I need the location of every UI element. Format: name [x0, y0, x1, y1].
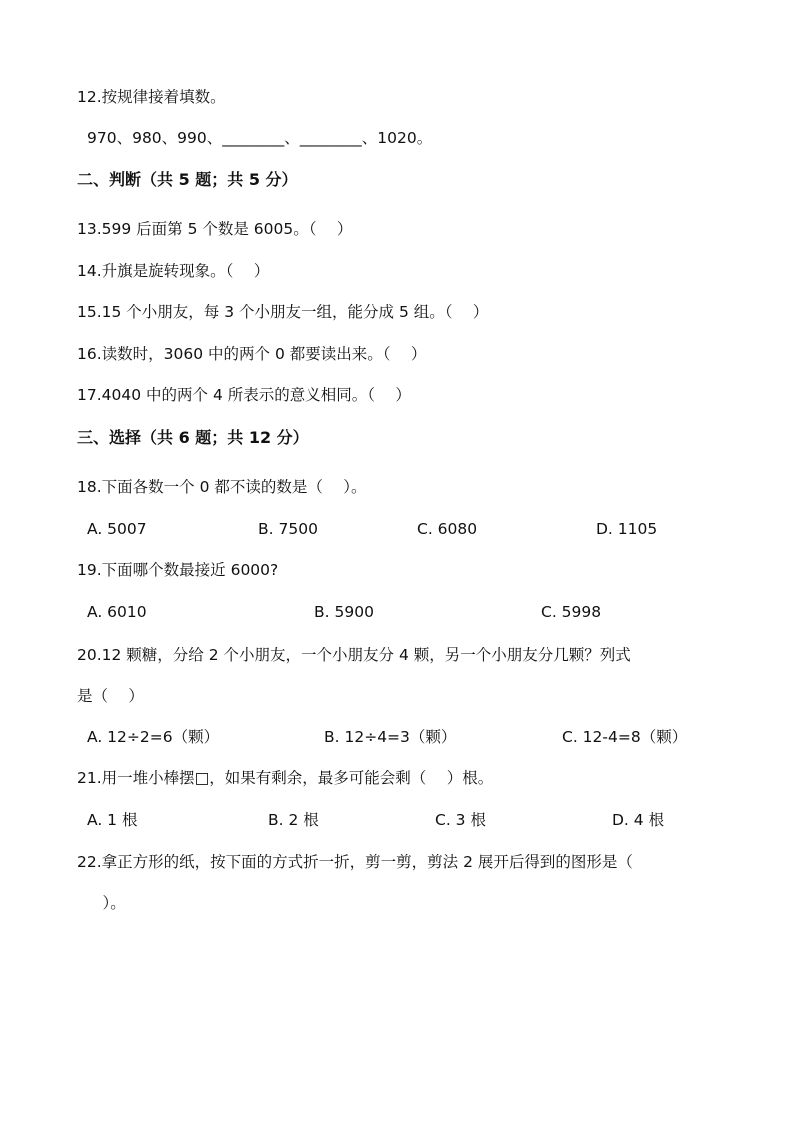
question-12-title: 12.按规律接着填数。	[77, 88, 226, 106]
q21-option-c: C. 3 根	[435, 811, 486, 829]
q21-option-a: A. 1 根	[87, 811, 138, 829]
q18-option-c: C. 6080	[417, 520, 478, 538]
q19-option-c: C. 5998	[541, 603, 602, 621]
q19-option-a: A. 6010	[87, 603, 147, 621]
question-21: 21.用一堆小棒摆□，如果有剩余，最多可能会剩（ ）根。	[77, 769, 494, 787]
question-14: 14.升旗是旋转现象。（ ）	[77, 262, 270, 280]
q18-option-a: A. 5007	[87, 520, 147, 538]
question-20-line1: 20.12 颗糖，分给 2 个小朋友，一个小朋友分 4 颗，另一个小朋友分几颗？列式	[77, 646, 631, 664]
q19-option-b: B. 5900	[314, 603, 374, 621]
question-19: 19.下面哪个数最接近 6000?	[77, 561, 279, 579]
question-17: 17.4040 中的两个 4 所表示的意义相同。（ ）	[77, 386, 411, 404]
q20-option-b: B. 12÷4=3（颗）	[324, 728, 457, 746]
q20-option-a: A. 12÷2=6（颗）	[87, 728, 220, 746]
section-3-heading: 三、选择（共 6 题；共 12 分）	[77, 428, 309, 447]
question-16: 16.读数时，3060 中的两个 0 都要读出来。（ ）	[77, 345, 427, 363]
q21-option-d: D. 4 根	[612, 811, 665, 829]
question-20-line2: 是（ ）	[77, 687, 144, 705]
q20-option-c: C. 12-4=8（颗）	[562, 728, 688, 746]
question-18: 18.下面各数一个 0 都不读的数是（ ）。	[77, 478, 367, 496]
q18-option-b: B. 7500	[258, 520, 318, 538]
question-22-line1: 22.拿正方形的纸，按下面的方式折一折，剪一剪，剪法 2 展开后得到的图形是（	[77, 853, 633, 871]
section-2-heading: 二、判断（共 5 题；共 5 分）	[77, 170, 298, 189]
question-13: 13.599 后面第 5 个数是 6005。（ ）	[77, 220, 353, 238]
question-12-sequence: 970、980、990、________、________、1020。	[87, 129, 433, 147]
q21-option-b: B. 2 根	[268, 811, 319, 829]
question-15: 15.15 个小朋友，每 3 个小朋友一组，能分成 5 组。（ ）	[77, 303, 489, 321]
q18-option-d: D. 1105	[596, 520, 658, 538]
question-22-line2: ）。	[87, 894, 126, 912]
